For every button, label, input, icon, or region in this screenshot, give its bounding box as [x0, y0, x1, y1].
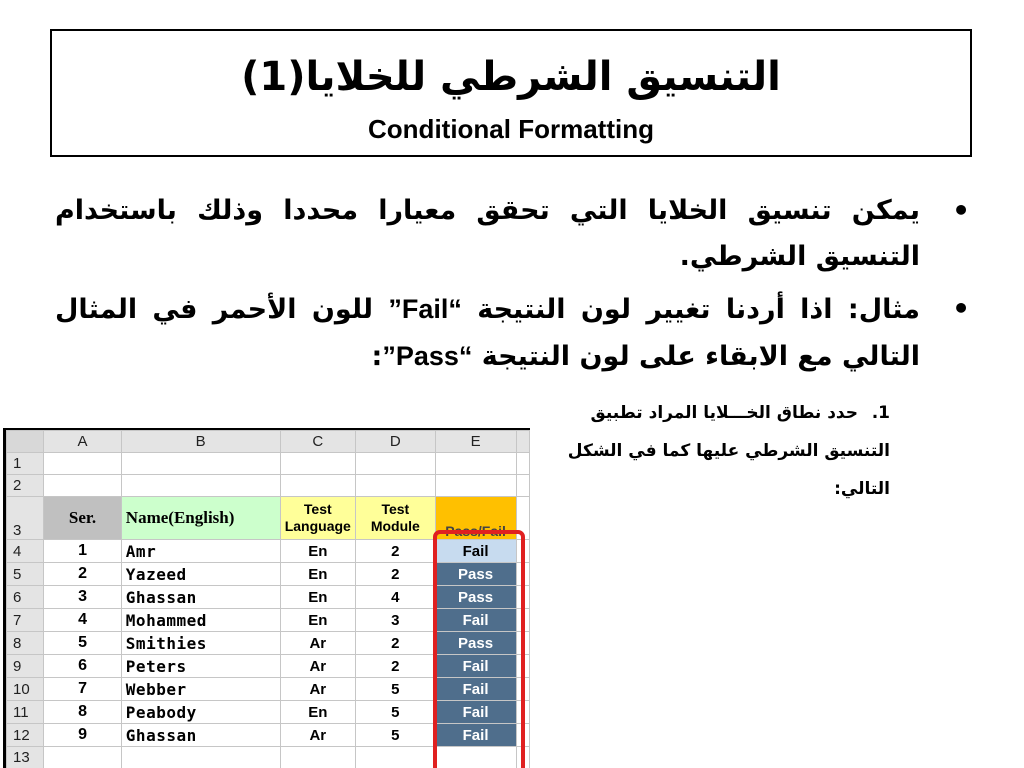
bullet-dot: • — [952, 292, 970, 325]
cell-module[interactable]: 2 — [356, 563, 436, 586]
cell-result[interactable]: Fail — [435, 655, 516, 678]
column-header-b[interactable]: B — [121, 431, 280, 453]
cell-ser[interactable]: 6 — [44, 655, 122, 678]
row-header-2[interactable]: 2 — [7, 475, 44, 497]
select-all-corner[interactable] — [7, 431, 44, 453]
bullet-text-2a: مثال: اذا أردنا تغيير لون النتيجة — [461, 294, 920, 325]
header-name[interactable]: Name(English) — [121, 497, 280, 540]
cell-name[interactable]: Peabody — [121, 701, 280, 724]
bullet-list — [55, 188, 970, 386]
cell-language[interactable]: En — [280, 540, 356, 563]
cell[interactable] — [44, 475, 122, 497]
cell-ser[interactable]: 4 — [44, 609, 122, 632]
spreadsheet-grid — [6, 430, 530, 768]
column-header-a[interactable]: A — [44, 431, 122, 453]
cell-language[interactable]: Ar — [280, 724, 356, 747]
cell-language[interactable]: En — [280, 609, 356, 632]
cell[interactable] — [280, 453, 356, 475]
cell[interactable] — [516, 563, 529, 586]
cell[interactable] — [516, 747, 529, 768]
cell-name[interactable]: Amr — [121, 540, 280, 563]
cell-result[interactable]: Fail — [435, 724, 516, 747]
title-arabic: التنسيق الشرطي للخلايا(1) — [241, 54, 781, 100]
cell-result-active[interactable]: Fail — [435, 540, 516, 563]
bullet-item-2 — [55, 286, 970, 380]
cell-language[interactable]: En — [280, 586, 356, 609]
cell-ser[interactable]: 9 — [44, 724, 122, 747]
header-test-module[interactable]: Test Module — [356, 497, 436, 540]
cell-language[interactable]: En — [280, 701, 356, 724]
cell-result[interactable]: Fail — [435, 701, 516, 724]
cell-ser[interactable]: 2 — [44, 563, 122, 586]
cell-name[interactable]: Ghassan — [121, 724, 280, 747]
pass-keyword: ”Pass“ — [382, 341, 473, 371]
fail-keyword: ”Fail“ — [388, 294, 462, 324]
step-instruction — [530, 394, 890, 508]
column-header-c[interactable]: C — [280, 431, 356, 453]
cell[interactable] — [516, 540, 529, 563]
cell[interactable] — [121, 453, 280, 475]
row-header-11[interactable]: 11 — [7, 701, 44, 724]
cell-result[interactable]: Pass — [435, 632, 516, 655]
row-header-9[interactable]: 9 — [7, 655, 44, 678]
cell[interactable] — [516, 724, 529, 747]
cell-module[interactable]: 2 — [356, 540, 436, 563]
cell-module[interactable]: 5 — [356, 701, 436, 724]
row-header-7[interactable]: 7 — [7, 609, 44, 632]
title-english: Conditional Formatting — [368, 114, 654, 144]
row-header-6[interactable]: 6 — [7, 586, 44, 609]
cell[interactable] — [121, 747, 280, 768]
cell[interactable] — [356, 475, 436, 497]
cell[interactable] — [516, 586, 529, 609]
step-number: 1. — [871, 403, 890, 423]
cell[interactable] — [516, 655, 529, 678]
cell[interactable] — [435, 475, 516, 497]
row-header-13[interactable]: 13 — [7, 747, 44, 768]
cell-name[interactable]: Webber — [121, 678, 280, 701]
cell[interactable] — [44, 453, 122, 475]
cell[interactable] — [356, 747, 436, 768]
cell-module[interactable]: 3 — [356, 609, 436, 632]
cell-ser[interactable]: 3 — [44, 586, 122, 609]
cell-name[interactable]: Smithies — [121, 632, 280, 655]
cell-result[interactable]: Pass — [435, 586, 516, 609]
cell[interactable] — [516, 453, 529, 475]
bullet-text-2b: للون الأحمر في المثال التالي مع الابقاء على لون النتيجة — [55, 294, 920, 372]
cell[interactable] — [516, 678, 529, 701]
cell-module[interactable]: 5 — [356, 724, 436, 747]
cell[interactable] — [435, 747, 516, 768]
cell-module[interactable]: 5 — [356, 678, 436, 701]
bullet-text-1: يمكن تنسيق الخلايا التي تحقق معيارا محددا وذلك باستخدام التنسيق الشرطي. — [55, 195, 920, 272]
cell-ser[interactable]: 8 — [44, 701, 122, 724]
cell-module[interactable]: 2 — [356, 632, 436, 655]
row-header-8[interactable]: 8 — [7, 632, 44, 655]
column-header-d[interactable]: D — [356, 431, 436, 453]
spreadsheet-screenshot — [3, 428, 530, 768]
column-header-e[interactable]: E — [435, 431, 516, 453]
cell-module[interactable]: 2 — [356, 655, 436, 678]
cell-name[interactable]: Peters — [121, 655, 280, 678]
cell-name[interactable]: Yazeed — [121, 563, 280, 586]
cell-language[interactable]: Ar — [280, 632, 356, 655]
cell-language[interactable]: Ar — [280, 655, 356, 678]
cell[interactable] — [356, 453, 436, 475]
column-header-f[interactable] — [516, 431, 529, 453]
cell[interactable] — [516, 497, 529, 540]
header-ser[interactable]: Ser. — [44, 497, 122, 540]
cell-module[interactable]: 4 — [356, 586, 436, 609]
cell-result[interactable]: Fail — [435, 609, 516, 632]
bullet-text-2c: : — [371, 341, 383, 372]
cell[interactable] — [121, 475, 280, 497]
row-header-5[interactable]: 5 — [7, 563, 44, 586]
row-header-12[interactable]: 12 — [7, 724, 44, 747]
cell-name[interactable]: Ghassan — [121, 586, 280, 609]
title-box — [50, 29, 972, 157]
header-pass-fail[interactable]: Pass/Fail — [435, 497, 516, 540]
cell-name[interactable]: Mohammed — [121, 609, 280, 632]
row-header-1[interactable]: 1 — [7, 453, 44, 475]
row-header-10[interactable]: 10 — [7, 678, 44, 701]
cell-language[interactable]: Ar — [280, 678, 356, 701]
cell[interactable] — [516, 475, 529, 497]
step-text: حدد نطاق الخـــلايا المراد تطبيق التنسيق الشرطي عليها كما في الشكل التالي: — [567, 403, 890, 499]
cell[interactable] — [435, 453, 516, 475]
cell[interactable] — [516, 632, 529, 655]
cell-ser[interactable]: 5 — [44, 632, 122, 655]
cell[interactable] — [516, 609, 529, 632]
cell[interactable] — [516, 701, 529, 724]
cell-ser[interactable]: 1 — [44, 540, 122, 563]
bullet-dot: • — [952, 194, 970, 227]
cell-ser[interactable]: 7 — [44, 678, 122, 701]
cell-language[interactable]: En — [280, 563, 356, 586]
cell-result[interactable]: Pass — [435, 563, 516, 586]
row-header-3[interactable]: 3 — [7, 497, 44, 540]
row-header-4[interactable]: 4 — [7, 540, 44, 563]
header-test-language[interactable]: Test Language — [280, 497, 356, 540]
cell[interactable] — [280, 475, 356, 497]
cell-result[interactable]: Fail — [435, 678, 516, 701]
bullet-item-1 — [55, 188, 970, 280]
cell[interactable] — [44, 747, 122, 768]
cell[interactable] — [280, 747, 356, 768]
